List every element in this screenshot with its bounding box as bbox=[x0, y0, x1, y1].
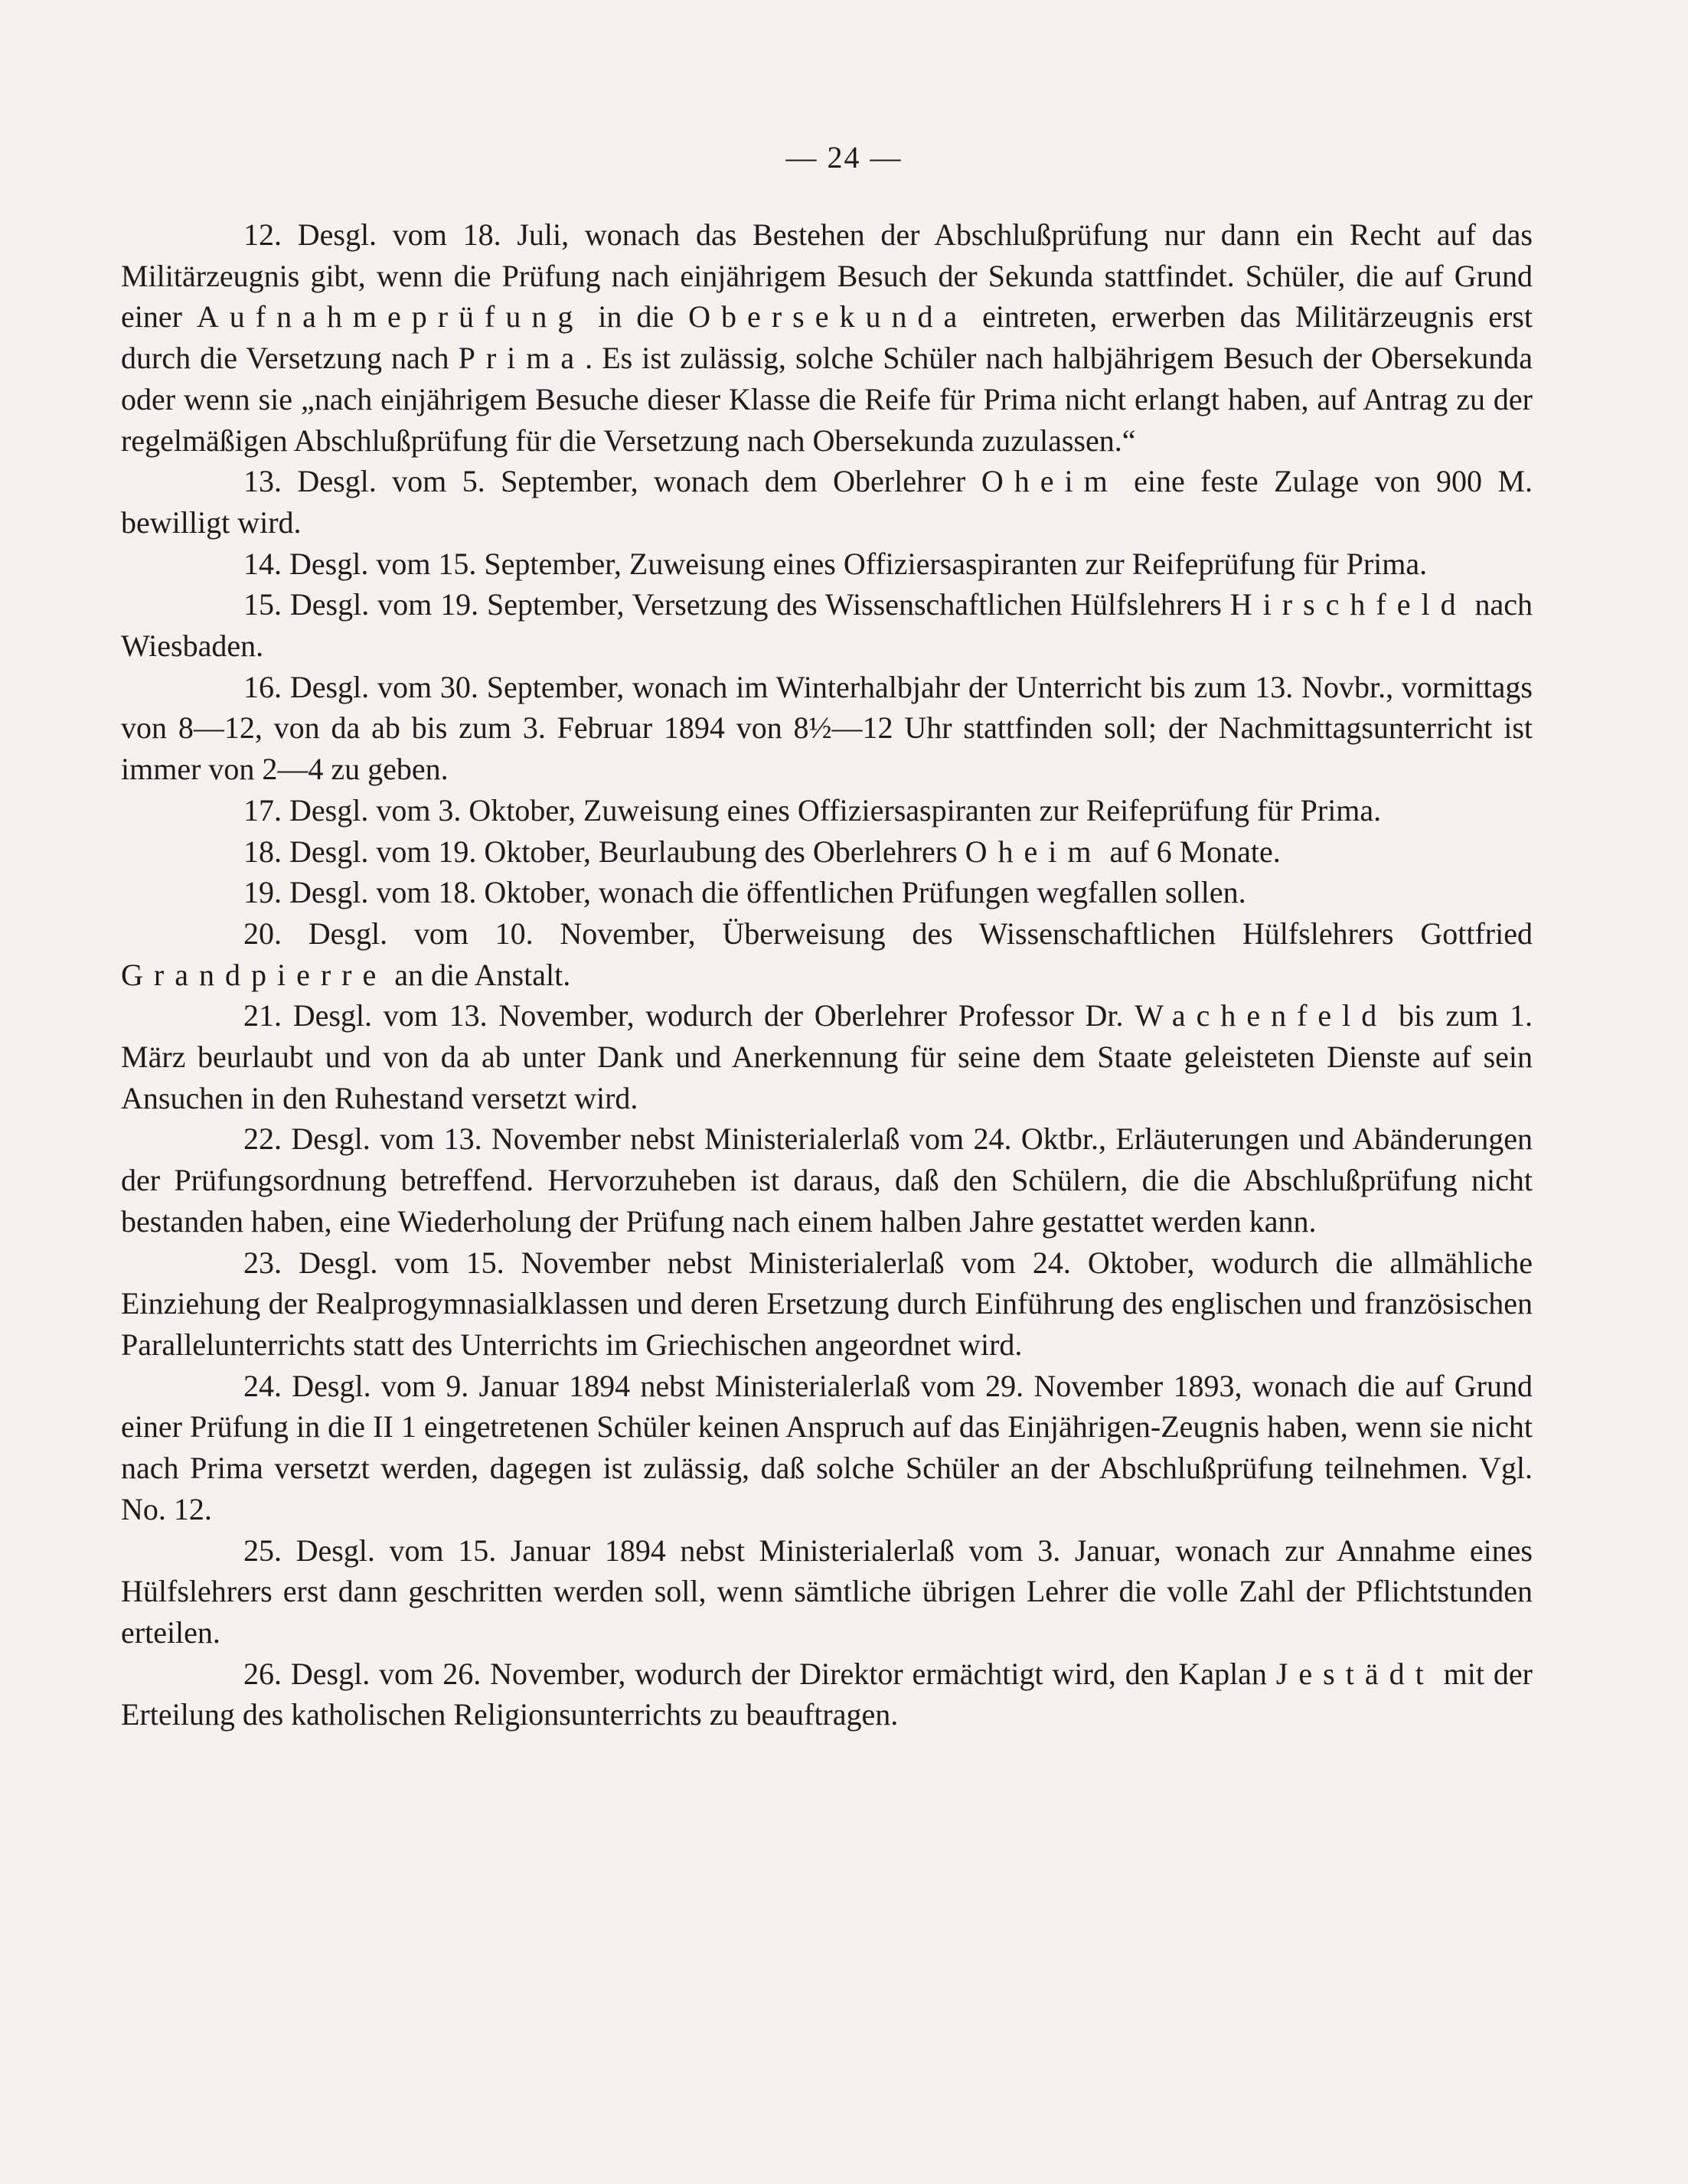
entry-text: 25. Desgl. vom 15. Januar 1894 nebst Ministerialerlaß vom 3. Januar, wonach zur Annahme eines Hülfslehrers erst dann geschritten werden soll, wenn sämtliche übrigen Lehrer die volle Zahl der Pflichtstunden erteilen. bbox=[121, 1533, 1533, 1650]
spaced-name: Aufnahmeprüfung bbox=[196, 299, 584, 335]
entry-text: bis zum 1. März beurlaubt und von da ab unter Dank und Anerkennung für seine dem Staate geleisteten Dienste auf sein Ansuchen in den Ruhestand versetzt wird. bbox=[121, 998, 1533, 1115]
entry-12 bbox=[121, 214, 1533, 461]
entry-text: 24. Desgl. vom 9. Januar 1894 nebst Ministerialerlaß vom 29. November 1893, wonach die auf Grund einer Prüfung in die II 1 eingetretenen Schüler keinen Anspruch auf das Einjährigen-Zeugnis haben, wenn sie nicht nach Prima versetzt werden, dagegen ist zulässig, daß solche Schüler an der Abschlußprüfung teilnehmen. Vgl. No. 12. bbox=[121, 1368, 1533, 1526]
spaced-name: Oheim bbox=[965, 834, 1102, 869]
entry-text: 26. Desgl. vom 26. November, wodurch der Direktor ermächtigt wird, den Kaplan bbox=[243, 1656, 1276, 1691]
spaced-name: Grandpierre bbox=[121, 957, 387, 992]
entry-25 bbox=[121, 1530, 1533, 1654]
entry-text: 12. Desgl. vom 18. Juli, wonach das Bestehen der Abschlußprüfung nur dann ein Recht auf das Militärzeugnis gibt, wenn die Prüfung nach einjährigem Besuch der Sekunda stattfindet. Schüler, die auf Grund einer bbox=[121, 217, 1533, 335]
entry-text: 13. Desgl. vom 5. September, wonach dem Oberlehrer bbox=[243, 464, 981, 499]
entry-13 bbox=[121, 461, 1533, 543]
entry-text: eine feste Zulage von 900 M. bewilligt wird. bbox=[121, 464, 1533, 540]
spaced-name: Prima bbox=[458, 341, 586, 376]
spaced-name: Wachenfeld bbox=[1135, 998, 1388, 1033]
entry-26 bbox=[121, 1654, 1533, 1735]
entry-text: 23. Desgl. vom 15. November nebst Ministerialerlaß vom 24. Oktober, wodurch die allmähliche Einziehung der Realprogymnasialklassen und deren Ersetzung durch Einführung des englischen und französischen Parallelunterrichts statt des Unterrichts im Griechischen angeordnet wird. bbox=[121, 1245, 1533, 1362]
page-number: — 24 — bbox=[785, 140, 903, 175]
entry-24 bbox=[121, 1366, 1533, 1530]
entry-18 bbox=[121, 831, 1533, 873]
spaced-name: Jestädt bbox=[1275, 1656, 1435, 1691]
entry-text: an die Anstalt. bbox=[387, 957, 571, 992]
entry-text: 19. Desgl. vom 18. Oktober, wonach die öffentlichen Prüfungen wegfallen sollen. bbox=[243, 875, 1246, 910]
entry-text: nach Wiesbaden. bbox=[121, 587, 1533, 664]
entry-14 bbox=[121, 544, 1533, 585]
entry-text: 22. Desgl. vom 13. November nebst Ministerialerlaß vom 24. Oktbr., Erläuterungen und Abänderungen der Prüfungsordnung betreffend. Hervorzuheben ist daraus, daß den Schülern, die die Abschlußprüfung nicht bestanden haben, eine Wiederholung der Prüfung nach einem halben Jahre gestattet werden kann. bbox=[121, 1121, 1533, 1239]
entry-19 bbox=[121, 872, 1533, 913]
entry-text: 16. Desgl. vom 30. September, wonach im Winterhalbjahr der Unterricht bis zum 13. Novbr., vormittags von 8—12, von da ab bis zum 3. Februar 1894 von 8½—12 Uhr stattfinden soll; der Nachmittagsunterricht ist immer von 2—4 zu geben. bbox=[121, 669, 1533, 787]
entry-20 bbox=[121, 913, 1533, 995]
spaced-name: Oheim bbox=[981, 464, 1118, 499]
entry-17 bbox=[121, 790, 1533, 831]
entry-22 bbox=[121, 1118, 1533, 1242]
entry-15 bbox=[121, 584, 1533, 666]
entry-text: in die bbox=[583, 299, 689, 335]
entry-text: mit der Erteilung des katholischen Religionsunterrichts zu beauftragen. bbox=[121, 1656, 1533, 1732]
body-text bbox=[121, 214, 1533, 1735]
entry-text: 15. Desgl. vom 19. September, Versetzung des Wissenschaftlichen Hülfslehrers bbox=[243, 587, 1230, 622]
entry-21 bbox=[121, 995, 1533, 1118]
entry-text: eintreten, erwerben das Militärzeugnis erst durch die Versetzung nach bbox=[121, 299, 1533, 376]
entry-text: 17. Desgl. vom 3. Oktober, Zuweisung eines Offiziersaspiranten zur Reifeprüfung für Prima. bbox=[243, 792, 1382, 828]
entry-text: 14. Desgl. vom 15. September, Zuweisung eines Offiziersaspiranten zur Reifeprüfung für Prima. bbox=[243, 546, 1428, 581]
entry-text: 20. Desgl. vom 10. November, Überweisung des Wissenschaftlichen Hülfslehrers Gottfried bbox=[243, 916, 1533, 951]
entry-text: auf 6 Monate. bbox=[1102, 834, 1281, 869]
entry-23 bbox=[121, 1242, 1533, 1366]
spaced-name: Obersekunda bbox=[688, 299, 968, 335]
entry-text: . Es ist zulässig, solche Schüler nach halbjährigem Besuch der Obersekunda oder wenn sie „nach einjährigem Besuche dieser Klasse die Reife für Prima nicht erlangt haben, auf Antrag zu der regelmäßigen Abschlußprüfung für die Versetzung nach Obersekunda zuzulassen.“ bbox=[121, 341, 1533, 458]
entry-text: 21. Desgl. vom 13. November, wodurch der Oberlehrer Professor Dr. bbox=[243, 998, 1135, 1033]
entry-text: 18. Desgl. vom 19. Oktober, Beurlaubung des Oberlehrers bbox=[243, 834, 965, 869]
spaced-name: Hirschfeld bbox=[1229, 587, 1467, 622]
entry-16 bbox=[121, 667, 1533, 790]
